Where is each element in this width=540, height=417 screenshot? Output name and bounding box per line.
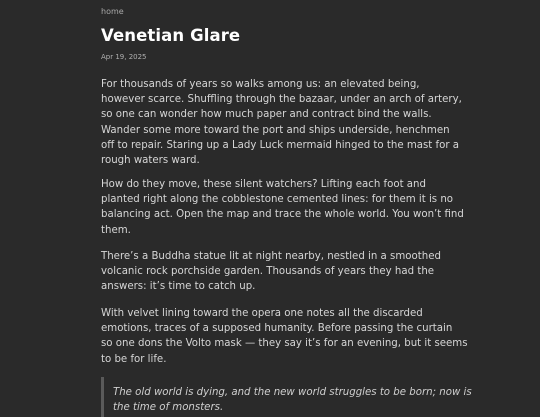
paragraph-line: emotions, traces of a supposed humanity. Before passing the curtain xyxy=(101,323,453,335)
paragraph-line: balancing act. Open the map and trace the whole world. You won’t find xyxy=(101,209,464,221)
paragraph-line: so one can wonder how much paper and contract bind the walls. xyxy=(101,109,432,121)
paragraph-line: answers: it’s time to catch up. xyxy=(101,281,256,293)
paragraph-line: to be for life. xyxy=(101,353,167,365)
publish-date: Apr 19, 2025 xyxy=(101,53,147,61)
paragraph-line: planted right along the cobblestone cemented lines: for them it is no xyxy=(101,194,454,206)
paragraph-line: There’s a Buddha statue lit at night nearby, nestled in a smoothed xyxy=(101,251,441,262)
paragraph-line: volcanic rock porchside garden. Thousands of years they had the xyxy=(101,266,435,278)
paragraph-line: How do they move, these silent watchers? Lifting each foot and xyxy=(101,179,426,190)
paragraph-line: however scarce. Shuffling through the bazaar, under an arch of artery, xyxy=(101,94,462,106)
quote-text xyxy=(113,385,472,415)
article-paragraph xyxy=(101,177,464,238)
paragraph-line: them. xyxy=(101,224,131,236)
paragraph-line: so one dons the Volto mask — they say it’s for an evening, but it seems xyxy=(101,338,468,350)
paragraph-line: rough waters ward. xyxy=(101,155,200,167)
page-title: Venetian Glare xyxy=(101,26,241,45)
paragraph-line: With velvet lining toward the opera one notes all the discarded xyxy=(101,308,423,319)
article-paragraph xyxy=(101,77,462,168)
article-paragraph xyxy=(101,306,468,367)
quote-line: the time of monsters. xyxy=(113,402,224,414)
paragraph-line: For thousands of years so walks among us: an elevated being, xyxy=(101,79,420,90)
blockquote xyxy=(101,377,472,417)
article-paragraph xyxy=(101,249,441,295)
paragraph-line: off to repair. Staring up a Lady Luck mermaid hinged to the mast for a xyxy=(101,139,460,151)
paragraph-line: Wander some more toward the port and ships underside, henchmen xyxy=(101,124,450,136)
breadcrumb-home-link[interactable]: home xyxy=(101,7,124,16)
quote-line: The old world is dying, and the new world struggles to be born; now is xyxy=(113,387,472,398)
